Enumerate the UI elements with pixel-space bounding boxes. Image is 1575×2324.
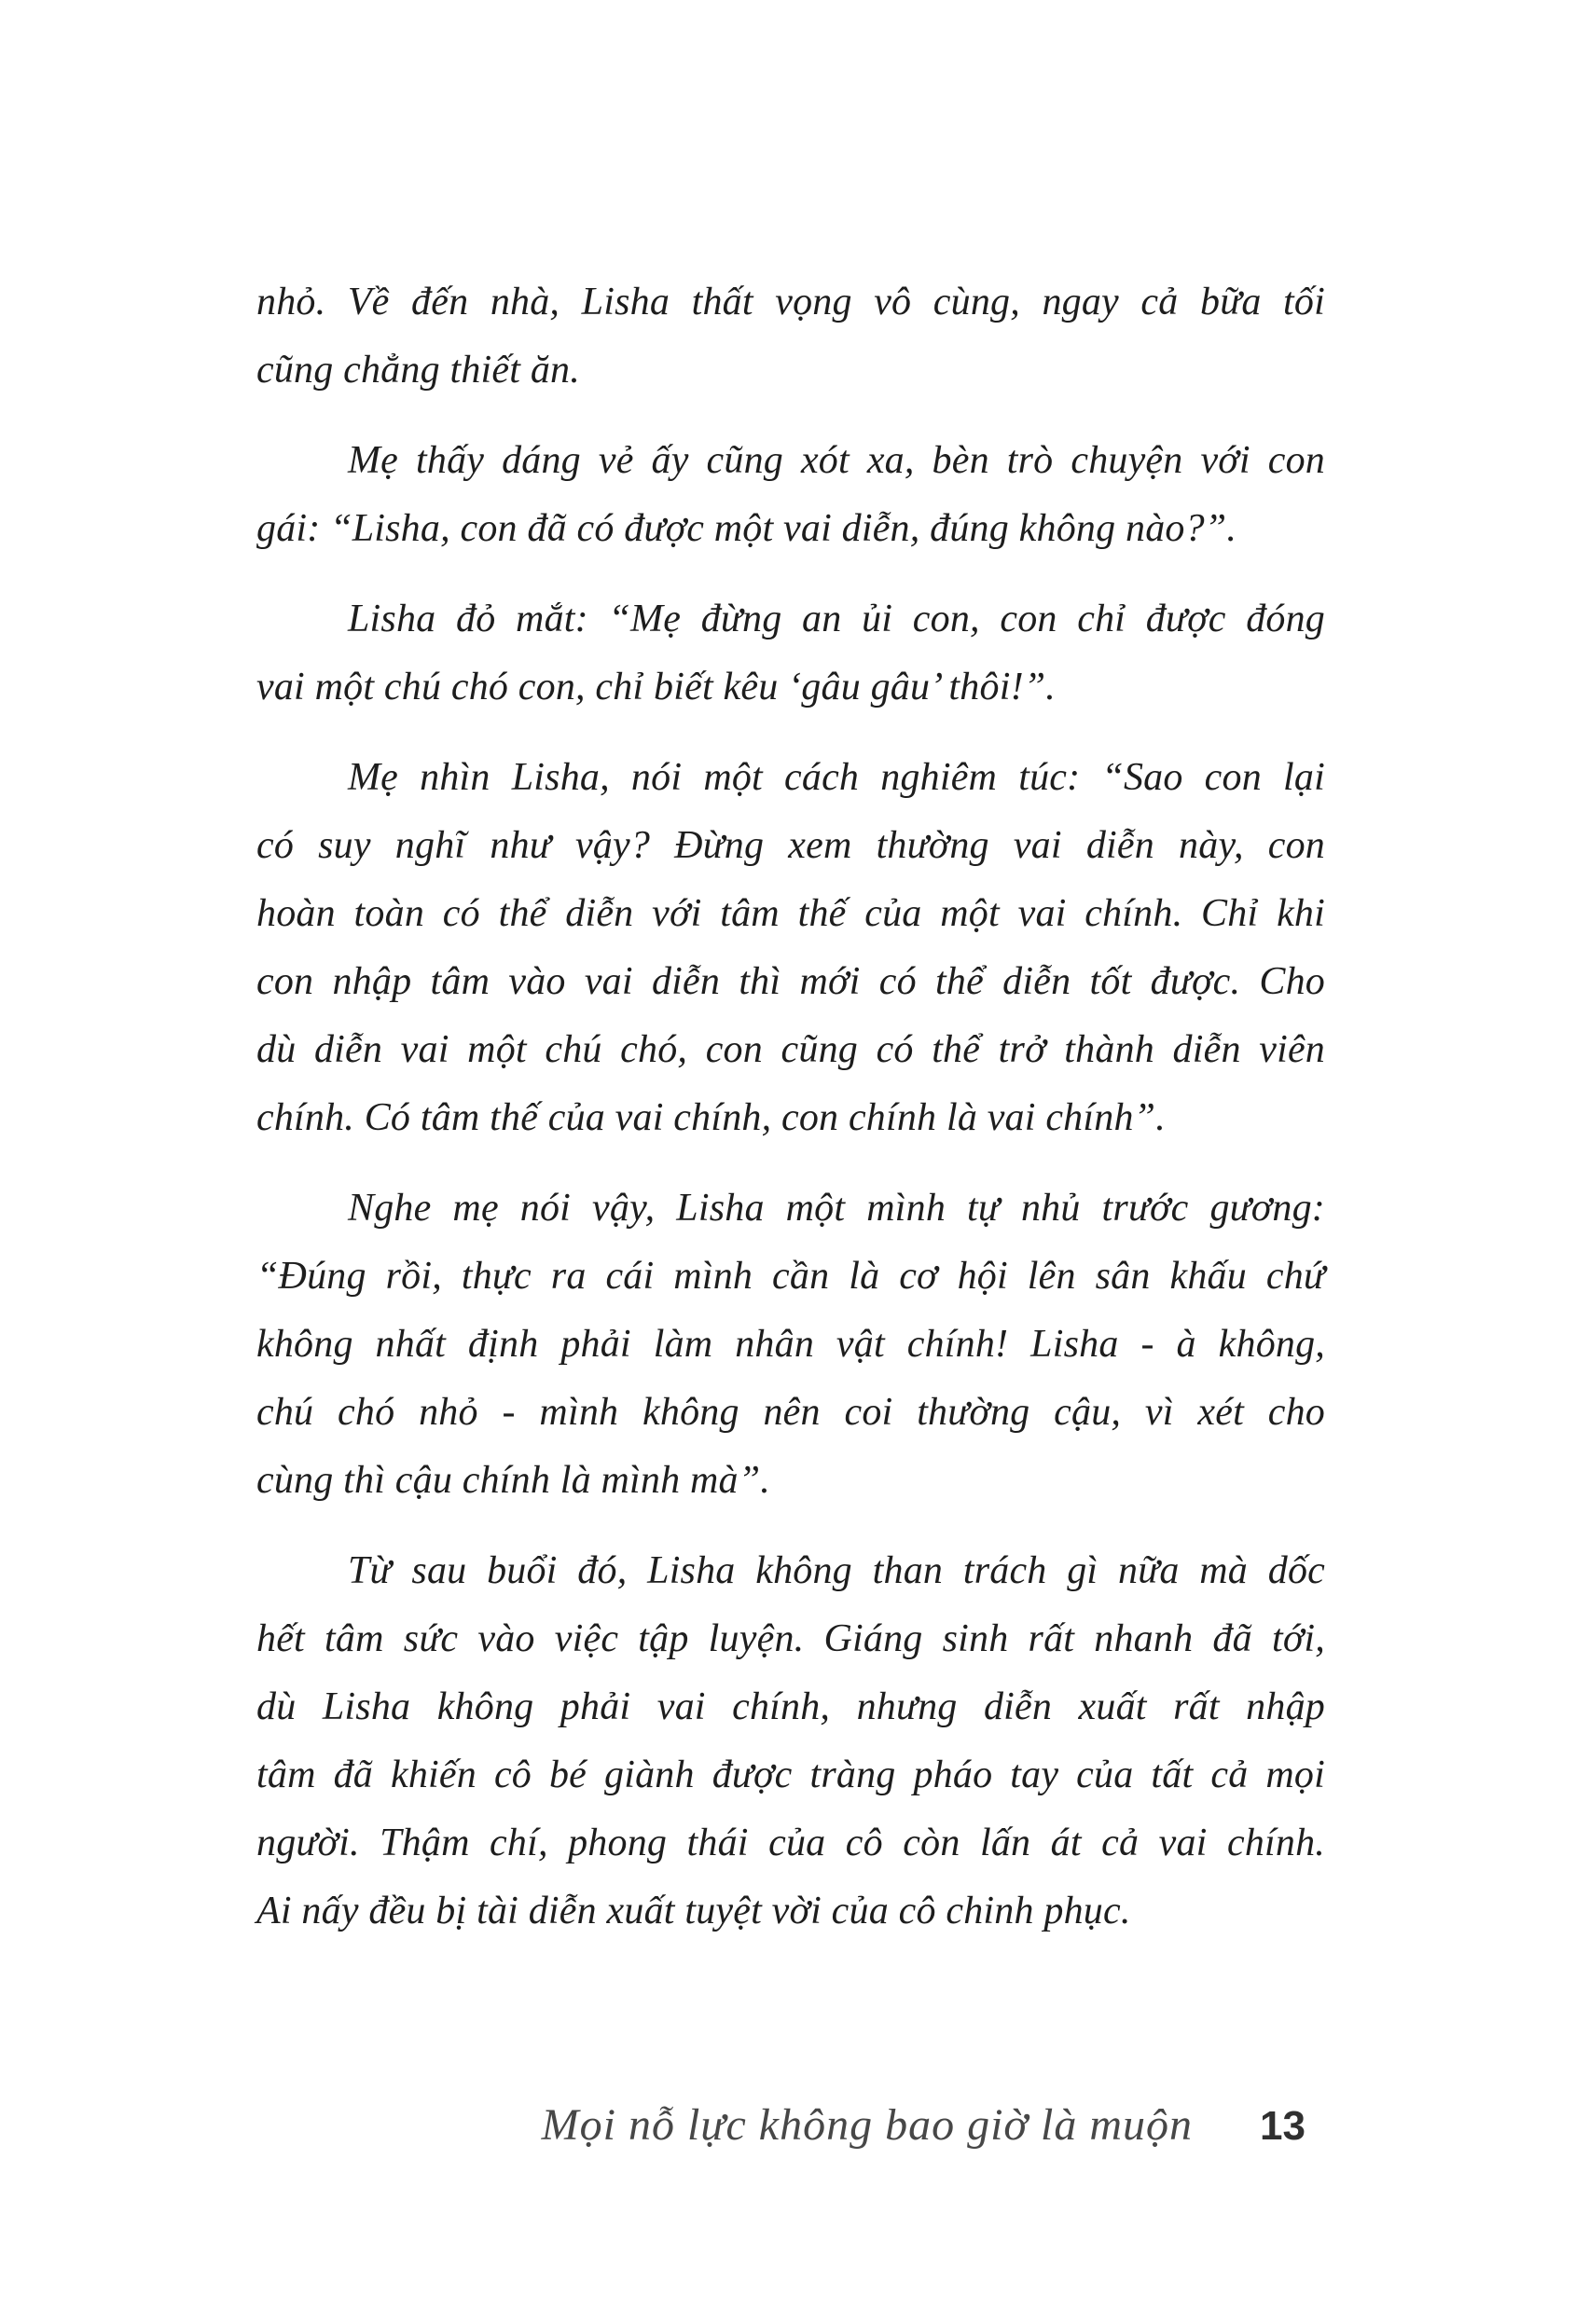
text-line: hết tâm sức vào việc tập luyện. Giáng sinh rất nhanh đã tới,: [256, 1617, 1325, 1660]
paragraph: [256, 1537, 1325, 1946]
paragraph: [256, 427, 1325, 563]
text-line: vai một chú chó con, chỉ biết kêu ‘gâu gâu’ thôi!”.: [256, 666, 1057, 708]
text-line: con nhập tâm vào vai diễn thì mới có thể diễn tốt được. Cho: [256, 960, 1325, 1003]
paragraph: [256, 268, 1325, 405]
text-line: Ai nấy đều bị tài diễn xuất tuyệt vời của cô chinh phục.: [256, 1890, 1131, 1932]
text-line: dù Lisha không phải vai chính, nhưng diễn xuất rất nhập: [256, 1685, 1325, 1728]
paragraph: [256, 585, 1325, 722]
text-line: tâm đã khiến cô bé giành được tràng pháo tay của tất cả mọi: [256, 1753, 1325, 1796]
text-line: “Đúng rồi, thực ra cái mình cần là cơ hội lên sân khấu chứ: [256, 1255, 1325, 1298]
text-line: nhỏ. Về đến nhà, Lisha thất vọng vô cùng, ngay cả bữa tối: [256, 281, 1325, 323]
text-line: Lisha đỏ mắt: “Mẹ đừng an ủi con, con chỉ được đóng: [348, 598, 1325, 640]
page-body: [256, 268, 1325, 1946]
text-line: dù diễn vai một chú chó, con cũng có thể trở thành diễn viên: [256, 1028, 1325, 1071]
running-footer-title: Mọi nỗ lực không bao giờ là muộn: [541, 2100, 1194, 2150]
text-line: Mẹ nhìn Lisha, nói một cách nghiêm túc: “Sao con lại: [348, 756, 1325, 799]
text-line: Nghe mẹ nói vậy, Lisha một mình tự nhủ trước gương:: [348, 1187, 1325, 1230]
text-line: có suy nghĩ như vậy? Đừng xem thường vai diễn này, con: [256, 824, 1325, 867]
text-line: không nhất định phải làm nhân vật chính! Lisha - à không,: [256, 1323, 1325, 1366]
text-line: cùng thì cậu chính là mình mà”.: [256, 1459, 770, 1502]
paragraph: [256, 744, 1325, 1152]
text-line: hoàn toàn có thể diễn với tâm thế của một vai chính. Chỉ khi: [256, 892, 1325, 935]
text-line: Mẹ thấy dáng vẻ ấy cũng xót xa, bèn trò chuyện với con: [348, 439, 1325, 482]
page-footer: [542, 2099, 1306, 2151]
page-number: 13: [1260, 2103, 1306, 2149]
paragraph: [256, 1175, 1325, 1515]
text-line: Từ sau buổi đó, Lisha không than trách gì nữa mà dốc: [348, 1549, 1325, 1592]
text-line: cũng chẳng thiết ăn.: [256, 349, 580, 392]
text-line: gái: “Lisha, con đã có được một vai diễn, đúng không nào?”.: [256, 507, 1237, 550]
text-line: chính. Có tâm thế của vai chính, con chính là vai chính”.: [256, 1096, 1166, 1139]
text-line: người. Thậm chí, phong thái của cô còn lấn át cả vai chính.: [256, 1822, 1325, 1864]
text-line: chú chó nhỏ - mình không nên coi thường cậu, vì xét cho: [256, 1391, 1325, 1434]
